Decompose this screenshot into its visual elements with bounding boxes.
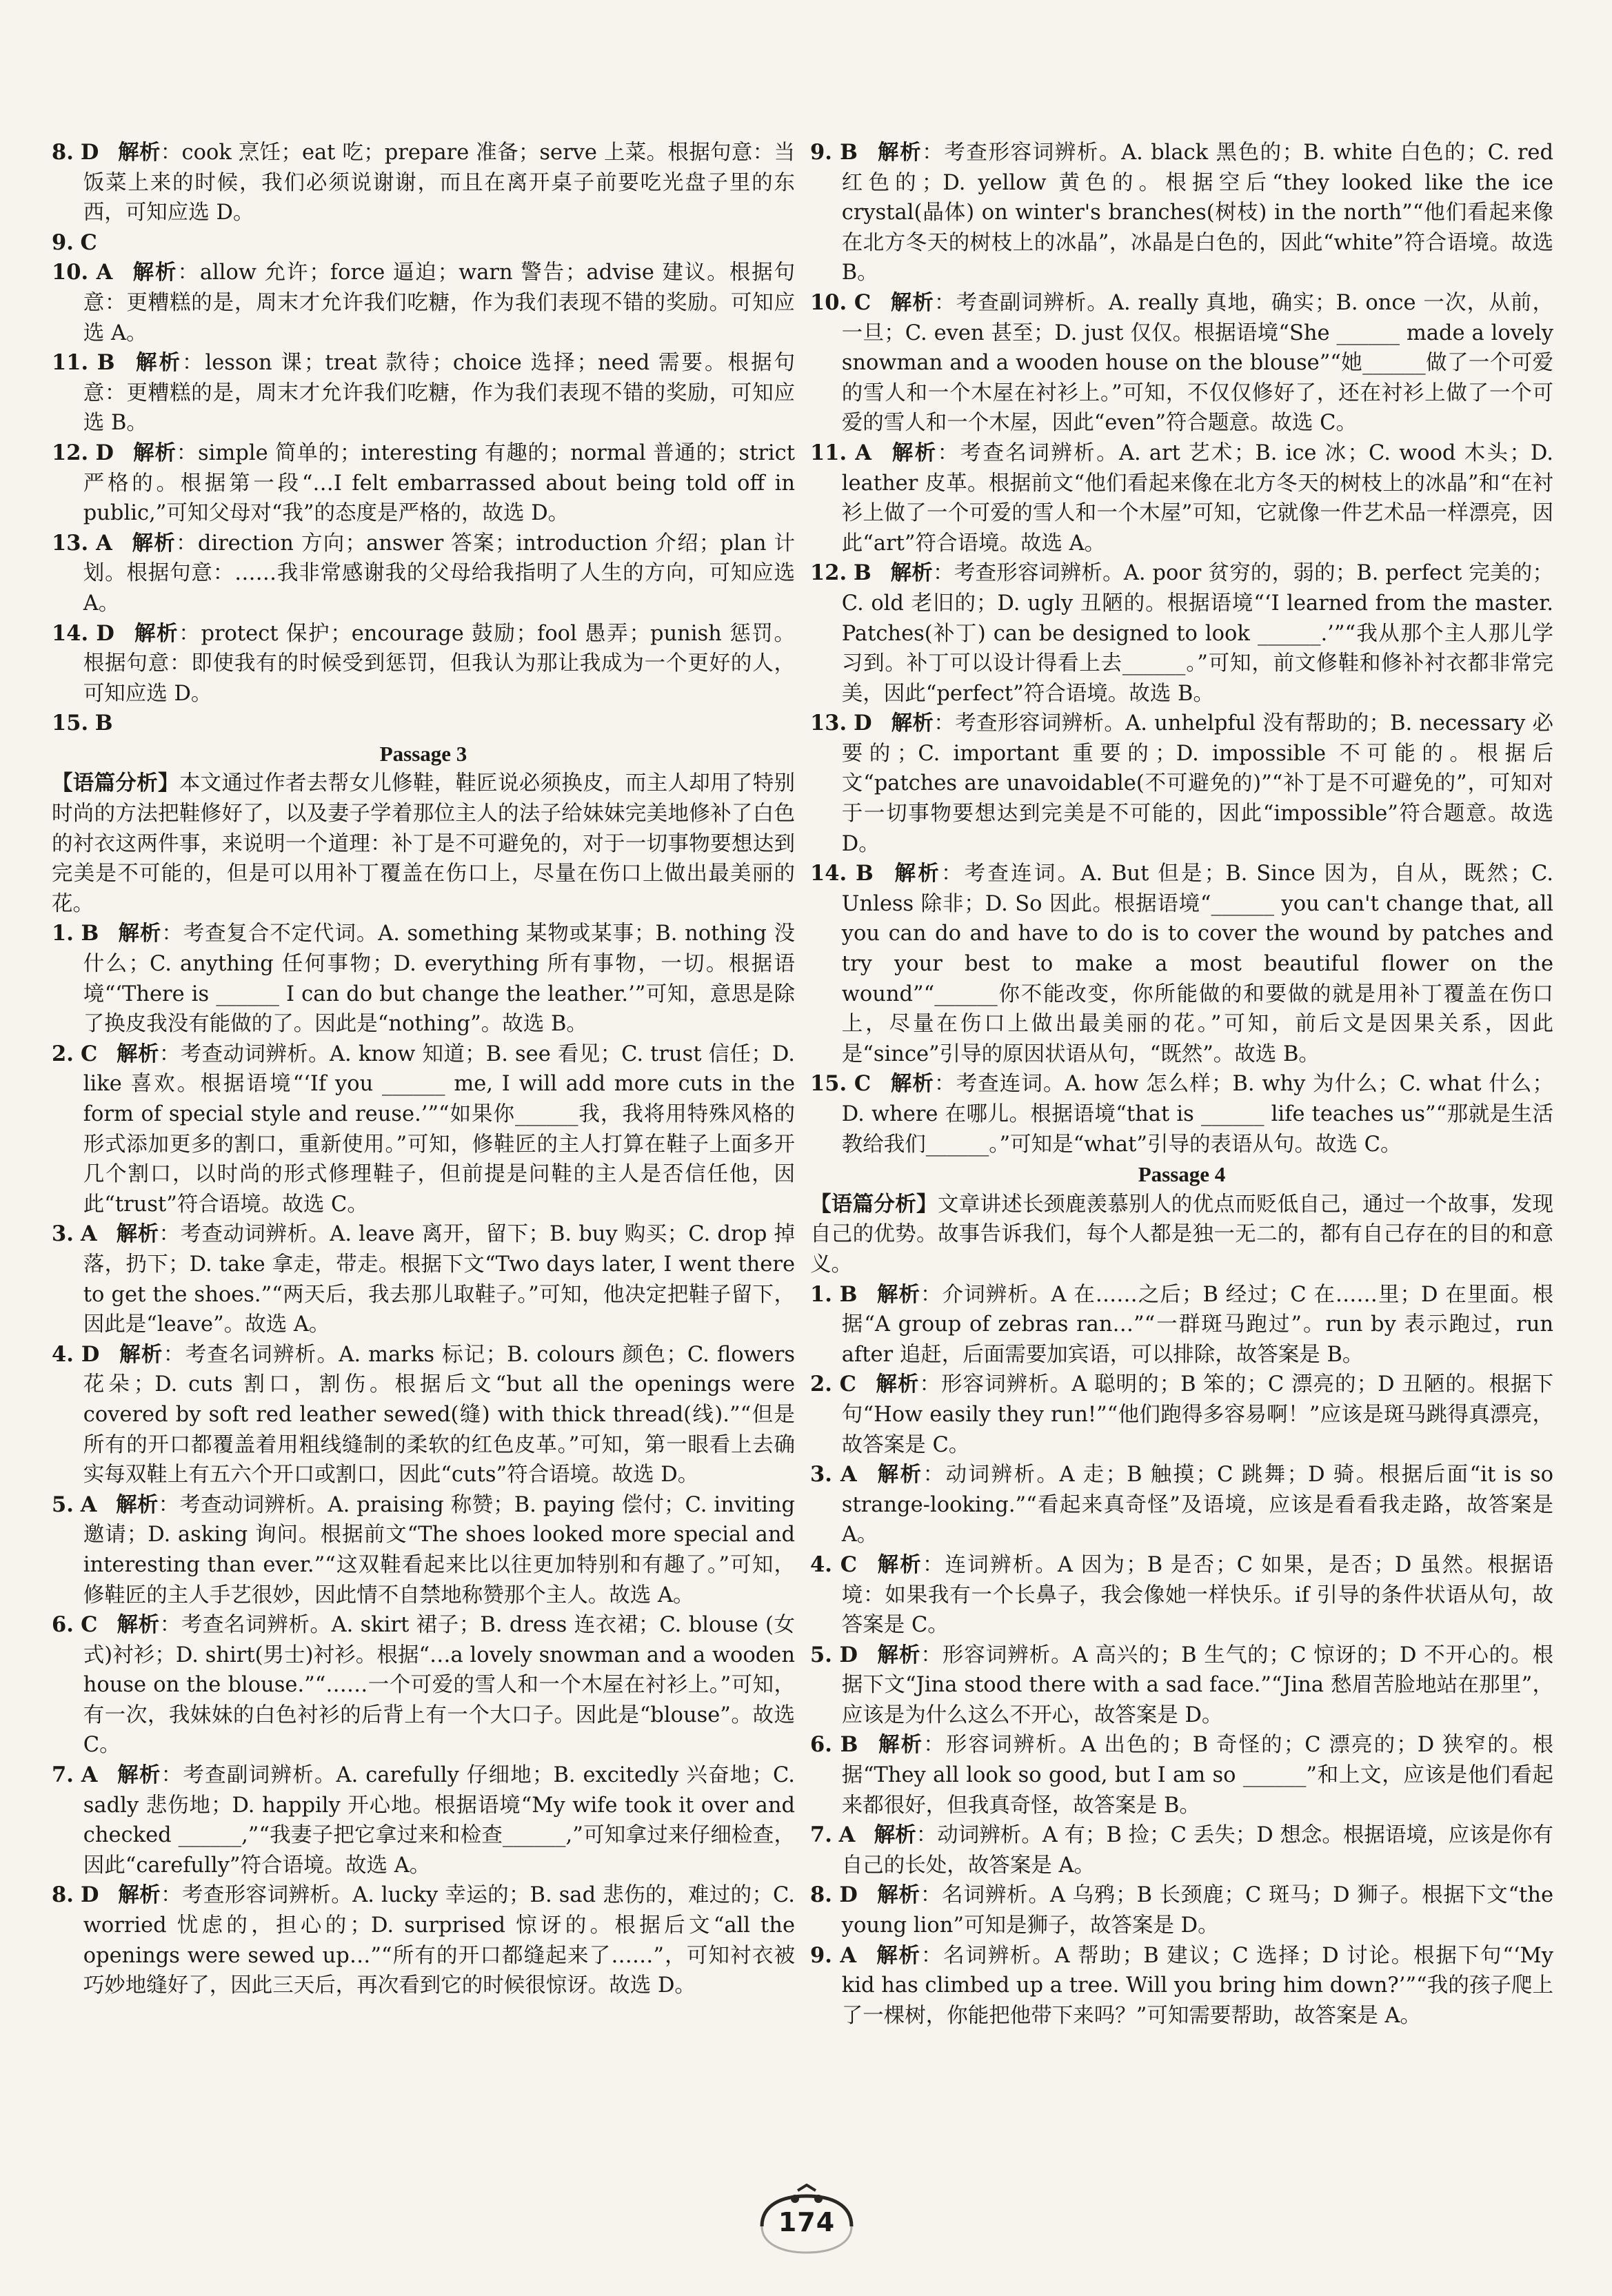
question-number: 7.	[810, 1822, 832, 1848]
answer-entry	[810, 1370, 1553, 1460]
answer-entry	[52, 1760, 795, 1880]
answer-letter: B	[81, 921, 99, 946]
question-number: 5.	[810, 1642, 832, 1667]
answer-entry	[810, 138, 1553, 288]
analysis-keyword: 解析	[132, 440, 177, 465]
explanation-text: ：介词辨析。A 在……之后；B 经过；C 在……里；D 在里面。根据“A group of zebras ran…”“一群斑马跑过”。run by 表示跑过，run after 追赶，后面需要加宾语，可以排除，故答案是 B。	[841, 1282, 1554, 1367]
answer-entry	[52, 1610, 795, 1760]
explanation-text: ：考查副词辨析。A. carefully 仔细地；B. excitedly 兴奋地；C. sadly 悲伤地；D. happily 开心地。根据语境“My wife took it over and checked ______,”“我妻子把它拿过来和检查______,”可知拿过来仔细检查，因此“carefully”符合语境。故选 A。	[83, 1763, 795, 1878]
answer-entry	[810, 558, 1553, 709]
question-number: 14.	[810, 861, 847, 886]
analysis-keyword: 解析	[890, 440, 938, 465]
question-number: 15.	[52, 711, 89, 736]
question-number: 9.	[810, 140, 832, 165]
question-number: 4.	[810, 1552, 832, 1577]
analysis-keyword: 解析	[115, 1492, 159, 1517]
explanation-text: ：simple 简单的；interesting 有趣的；normal 普通的；strict 严格的。根据第一段“…I felt embarrassed about being told off in public,”可知父母对“我”的态度是严格的，故选 D。	[83, 440, 796, 526]
analysis-text: 本文通过作者去帮女儿修鞋，鞋匠说必须换皮，而主人却用了特别时尚的方法把鞋修好了，以及妻子学着那位主人的法子给妹妹完美地修补了白色的衬衣这两件事，来说明一个道理：补丁是不可避免的，对于一切事物要想达到完美是不可能的，但是可以用补丁覆盖在伤口上，尽量在伤口上做出最美丽的花。	[52, 771, 796, 916]
answer-letter: D	[839, 1642, 858, 1667]
answer-letter: B	[839, 1281, 858, 1307]
answer-letter: B	[97, 350, 115, 376]
question-number: 2.	[810, 1372, 832, 1397]
question-number: 9.	[52, 230, 74, 255]
answer-entry	[52, 348, 795, 438]
analysis-keyword: 解析	[891, 711, 934, 736]
answer-letter: C	[839, 1372, 856, 1397]
analysis-keyword: 解析	[117, 1882, 161, 1908]
explanation-text: ：考查复合不定代词。A. something 某物或某事；B. nothing 没什么；C. anything 任何事物；D. everything 所有事物，一切。根据语境“‘There is ______ I can do but change the leather.’”可知，意思是除了换皮我没有能做的了。因此是“nothing”。故选 B。	[83, 922, 795, 1037]
answer-letter: C	[854, 289, 872, 315]
answer-entry	[810, 1280, 1553, 1370]
question-number: 4.	[52, 1341, 74, 1367]
explanation-text: ：考查副词辨析。A. really 真地，确实；B. once 一次，从前，一旦；C. even 甚至；D. just 仅仅。根据语境“She ______ made a lovely snowman and a wooden house on the blouse”“她______做了一个可爱的雪人和一个木屋在衬衫上。”可知，不仅仅修好了，还在衬衫上做了一个可爱的雪人和一个木屋，因此“even”符合题意。故选 C。	[841, 290, 1553, 436]
passage-3-entries	[52, 919, 795, 2000]
question-number: 3.	[52, 1221, 74, 1247]
answer-entry	[52, 529, 795, 619]
analysis-keyword: 解析	[892, 861, 941, 886]
question-number: 15.	[810, 1071, 847, 1097]
answer-entry	[52, 1219, 795, 1339]
analysis-keyword: 解析	[116, 1612, 160, 1638]
question-number: 11.	[52, 350, 89, 376]
answer-entry	[810, 859, 1553, 1069]
answer-letter: D	[81, 1341, 100, 1367]
answer-letter: B	[94, 711, 113, 736]
passage-4-title: Passage 4	[1138, 1162, 1226, 1187]
answer-entry	[810, 288, 1553, 438]
analysis-keyword: 解析	[118, 1341, 163, 1367]
explanation-text: ：考查形容词辨析。A. black 黑色的；B. white 白色的；C. red 红色的；D. yellow 黄色的。根据空后“they looked like the ice crystal(晶体) on winter's branches(树枝) in the north”“他们看起来像在北方冬天的树枝上的冰晶”，冰晶是白色的，因此“white”符合语境。故选 B。	[841, 141, 1553, 285]
analysis-keyword: 解析	[876, 1281, 921, 1307]
answer-letter: B	[856, 861, 874, 886]
question-number: 1.	[52, 921, 74, 946]
answer-entry	[810, 1941, 1553, 2031]
analysis-keyword: 解析	[133, 350, 182, 376]
passage-3-analysis	[52, 769, 795, 919]
analysis-keyword: 解析	[874, 1822, 916, 1848]
analysis-keyword: 解析	[876, 1882, 920, 1908]
analysis-keyword: 解析	[876, 1462, 923, 1487]
answer-letter: A	[855, 440, 872, 465]
answer-entry	[810, 1550, 1553, 1640]
explanation-text: ：名词辨析。A 帮助；B 建议；C 选择；D 讨论。根据下句“‘My kid has climbed up a tree. Will you bring him down?’”“我的孩子爬上了一棵树，你能把他带下来吗？”可知需要帮助，故答案是 A。	[841, 1943, 1553, 2028]
right-entries	[810, 138, 1553, 1159]
answer-letter: C	[81, 1612, 98, 1638]
analysis-keyword: 解析	[890, 560, 934, 586]
explanation-text: ：考查形容词辨析。A. unhelpful 没有帮助的；B. necessary 必要的；C. important 重要的；D. impossible 不可能的。根据后文“patches are unavoidable(不可避免的)”“补丁是不可避免的”，可知对于一切事物要想达到完美是不可能的，因此“impossible”符合题意。故选 D。	[841, 711, 1553, 856]
explanation-text: ：考查连词。A. But 但是；B. Since 因为，自从，既然；C. Unless 除非；D. So 因此。根据语境“______ you can't change that, all you can do and have to do is to cover the wound by patches and try your best to make a most beautiful flower on the wound”“______你不能改变，你所能做的和要做的就是用补丁覆盖在伤口上，尽量在伤口上做出最美丽的花。”可知，前后文是因果关系，因此是“since”引导的原因状语从句，“既然”。故选 B。	[841, 862, 1553, 1066]
answer-letter: C	[854, 1071, 872, 1097]
answer-entry	[810, 1069, 1553, 1159]
analysis-keyword: 解析	[875, 1372, 920, 1397]
answer-letter: A	[96, 530, 112, 556]
right-column	[810, 138, 1553, 2031]
answer-letter: B	[840, 1732, 858, 1758]
page-footer	[734, 2184, 879, 2259]
explanation-text: ：考查连词。A. how 怎么样；B. why 为什么；C. what 什么；D. where 在哪儿。根据语境“that is ______ life teaches us”“那就是生活教给我们______。”可知是“what”引导的表语从句。故选 C。	[841, 1072, 1553, 1157]
answer-entry	[52, 1340, 795, 1490]
explanation-text: ：动词辨析。A 走；B 触摸；C 跳舞；D 骑。根据后面“it is so strange-looking.”“看起来真奇怪”及语境，应该是看看我走路，故答案是 A。	[841, 1463, 1553, 1547]
answer-letter: C	[80, 1041, 98, 1066]
explanation-text: ：lesson 课；treat 款待；choice 选择；need 需要。根据句意：更糟糕的是，周末才允许我们吃糖，作为我们表现不错的奖励，可知应选 B。	[83, 351, 795, 436]
answer-entry	[810, 709, 1553, 859]
explanation-text: ：allow 允许；force 逼迫；warn 警告；advise 建议。根据句意：更糟糕的是，周末才允许我们吃糖，作为我们表现不错的奖励。可知应选 A。	[83, 261, 795, 345]
analysis-keyword: 解析	[889, 1071, 934, 1097]
page-number: 174	[778, 2207, 836, 2237]
question-number: 8.	[810, 1882, 832, 1908]
question-number: 8.	[52, 140, 74, 165]
answer-letter: A	[80, 1492, 97, 1517]
analysis-keyword: 解析	[116, 1041, 159, 1066]
answer-entry	[810, 1880, 1553, 1940]
question-number: 1.	[810, 1281, 832, 1307]
explanation-text: ：cook 烹饪；eat 吃；prepare 准备；serve 上菜。根据句意：当饭菜上来的时候，我们必须说谢谢，而且在离开桌子前要吃光盘子里的东西，可知应选 D。	[83, 141, 795, 225]
answer-entry	[52, 1039, 795, 1220]
analysis-label: 【语篇分析】	[810, 1191, 938, 1217]
explanation-text: ：考查名词辨析。A. art 艺术；B. ice 冰；C. wood 木头；D. leather 皮革。根据前文“他们看起来像在北方冬天的树枝上的冰晶”和“在衬衫上做了一个可爱的雪人和一个木屋”可知，它就像一件艺术品一样漂亮，因此“art”符合语境。故选 A。	[841, 440, 1553, 556]
answer-letter: C	[80, 230, 97, 255]
passage-4-analysis	[810, 1190, 1553, 1280]
answer-entry	[810, 1730, 1553, 1820]
explanation-text: ：名词辨析。A 乌鸦；B 长颈鹿；C 斑马；D 狮子。根据下文“the young lion”可知是狮子，故答案是 D。	[841, 1883, 1554, 1938]
answer-entry	[810, 1640, 1553, 1731]
explanation-text: ：形容词辨析。A 高兴的；B 生气的；C 惊讶的；D 不开心的。根据下文“Jina stood there with a sad face.”“Jina 愁眉苦脸地站在那里”，应该是为什么这么不开心，故答案是 D。	[841, 1643, 1553, 1727]
answer-letter: B	[854, 560, 872, 586]
explanation-text: ：考查形容词辨析。A. lucky 幸运的；B. sad 悲伤的，难过的；C. worried 忧虑的，担心的；D. surprised 惊讶的。根据后文“all the openings were sewed up…”“所有的开口都缝起来了……”，可知衬衣被巧妙地缝好了，因此三天后，再次看到它的时候很惊讶。故选 D。	[83, 1883, 795, 1998]
question-number: 14.	[52, 620, 89, 646]
analysis-keyword: 解析	[117, 140, 161, 165]
question-number: 12.	[810, 560, 847, 586]
answer-entry	[810, 1460, 1553, 1550]
explanation-text: ：形容词辨析。A 出色的；B 奇怪的；C 漂亮的；D 狭窄的。根据“They all look so good, but I am so ______”和上文，应该是他们看起来都很好，但我真奇怪，故答案是 B。	[841, 1733, 1554, 1818]
analysis-keyword: 解析	[131, 260, 178, 285]
answer-entry	[810, 438, 1553, 558]
explanation-text: ：protect 保护；encourage 鼓励；fool 愚弄；punish 惩罚。根据句意：即使我有的时候受到惩罚，但我认为那让我成为一个更好的人，可知应选 D。	[83, 621, 796, 706]
passage-3-title: Passage 3	[379, 741, 467, 766]
explanation-text: ：形容词辨析。A 聪明的；B 笨的；C 漂亮的；D 丑陋的。根据下句“How easily they run!”“他们跑得多容易啊！”应该是斑马跳得真漂亮，故答案是 C。	[841, 1372, 1554, 1457]
question-number: 10.	[52, 260, 89, 285]
analysis-keyword: 解析	[876, 1552, 923, 1577]
answer-letter: B	[840, 140, 858, 165]
answer-entry	[52, 1880, 795, 2000]
answer-letter: A	[838, 1822, 856, 1848]
question-number: 7.	[52, 1762, 74, 1788]
answer-letter: D	[80, 140, 99, 165]
answer-letter: A	[81, 1221, 97, 1247]
answer-entry	[52, 619, 795, 709]
question-number: 13.	[810, 711, 847, 736]
answer-entry	[52, 709, 795, 739]
answer-entry	[52, 919, 795, 1039]
explanation-text: ：考查形容词辨析。A. poor 贫穷的，弱的；B. perfect 完美的；C. old 老旧的；D. ugly 丑陋的。根据语境“‘I learned from the master. Patches(补丁) can be designed to look ______.’”“我从那个主人那儿学习到。补丁可以设计得看上去______。”可知，前文修鞋和修补衬衣都非常完美，因此“perfect”符合语境。故选 B。	[841, 561, 1553, 706]
answer-letter: D	[80, 1882, 99, 1908]
answer-letter: D	[95, 440, 114, 465]
question-number: 10.	[810, 289, 847, 315]
explanation-text: ：考查动词辨析。A. know 知道；B. see 看见；C. trust 信任；D. like 喜欢。根据语境“‘If you ______ me, I will add more cuts in the form of special style and reuse.’”“如果你______我，我将用特殊风格的形式添加更多的割口，重新使用。”可知，修鞋匠的主人打算在鞋子上面多开几个割口，以时尚的形式修理鞋子，但前提是问鞋的主人是否信任他，因此“trust”符合语境。故选 C。	[83, 1042, 795, 1217]
answer-entry	[52, 138, 795, 228]
explanation-text: ：考查名词辨析。A. marks 标记；B. colours 颜色；C. flowers 花朵；D. cuts 割口，割伤。根据后文“but all the openings were covered by soft red leather sewed(缝) with thick thread(线).”“但是所有的开口都覆盖着用粗线缝制的柔软的红色皮革。”可知，第一眼看上去确实每双鞋上有五六个开口或割口，因此“cuts”符合语境。故选 D。	[83, 1342, 795, 1487]
answer-letter: A	[81, 1762, 98, 1788]
answer-letter: A	[96, 260, 113, 285]
analysis-keyword: 解析	[133, 620, 179, 646]
answer-entry	[810, 1820, 1553, 1880]
question-number: 6.	[52, 1612, 74, 1638]
question-number: 13.	[52, 530, 89, 556]
analysis-keyword: 解析	[131, 530, 177, 556]
question-number: 3.	[810, 1462, 832, 1487]
passage-4-entries	[810, 1280, 1553, 2031]
answer-entry	[52, 438, 795, 529]
explanation-text: ：动词辨析。A 有；B 捡；C 丢失；D 想念。根据语境，应该是你有自己的长处，故答案是 A。	[841, 1823, 1554, 1878]
analysis-keyword: 解析	[875, 1942, 921, 1968]
explanation-text: ：连词辨析。A 因为；B 是否；C 如果，是否；D 虽然。根据语境：如果我有一个长鼻子，我会像她一样快乐。if 引导的条件状语从句，故答案是 C。	[841, 1552, 1554, 1638]
question-number: 8.	[52, 1882, 74, 1908]
answer-letter: A	[840, 1942, 857, 1968]
analysis-keyword: 解析	[116, 1221, 159, 1247]
analysis-keyword: 解析	[876, 140, 923, 165]
answer-entry	[52, 228, 795, 258]
analysis-text: 文章讲述长颈鹿羡慕别人的优点而贬低自己，通过一个故事，发现自己的优势。故事告诉我们，每个人都是独一无二的，都有自己存在的目的和意义。	[810, 1192, 1554, 1277]
answer-entry	[52, 258, 795, 348]
question-number: 6.	[810, 1732, 832, 1758]
analysis-keyword: 解析	[117, 921, 162, 946]
left-column	[52, 138, 795, 2001]
analysis-keyword: 解析	[876, 1642, 921, 1667]
answer-letter: D	[854, 711, 872, 736]
analysis-keyword: 解析	[116, 1762, 161, 1788]
answer-letter: D	[96, 620, 114, 646]
question-number: 9.	[810, 1942, 832, 1968]
question-number: 12.	[52, 440, 89, 465]
explanation-text: ：direction 方向；answer 答案；introduction 介绍；plan 计划。根据句意：……我非常感谢我的父母给我指明了人生的方向，可知应选 A。	[83, 531, 795, 616]
explanation-text: ：考查动词辨析。A. leave 离开，留下；B. buy 购买；C. drop 掉落，扔下；D. take 拿走，带走。根据下文“Two days later, I went there to get the shoes.”“两天后，我去那儿取鞋子。”可知，他决定把鞋子留下，因此是“leave”。故选 A。	[83, 1222, 796, 1337]
question-number: 2.	[52, 1041, 74, 1066]
explanation-text: ：考查动词辨析。A. praising 称赞；B. paying 偿付；C. inviting 邀请；D. asking 询问。根据前文“The shoes looked more special and interesting than ever.”“这双鞋看起来比以往更加特别和有趣了。”可知，修鞋匠的主人手艺很妙，因此情不自禁地称赞那个主人。故选 A。	[83, 1492, 795, 1607]
answer-entry	[52, 1490, 795, 1610]
question-number: 11.	[810, 440, 847, 465]
question-number: 5.	[52, 1492, 74, 1517]
answer-letter: A	[840, 1462, 857, 1487]
analysis-label: 【语篇分析】	[52, 771, 179, 796]
analysis-keyword: 解析	[876, 1732, 924, 1758]
explanation-text: ：考查名词辨析。A. skirt 裙子；B. dress 连衣裙；C. blouse (女式)衬衫；D. shirt(男士)衬衫。根据“…a lovely snowman and a wooden house on the blouse.”“……一个可爱的雪人和一个木屋在衬衫上。”可知，有一次，我妹妹的白色衬衫的后背上有一个大口子。因此是“blouse”。故选 C。	[83, 1613, 795, 1758]
answer-letter: C	[840, 1552, 857, 1577]
analysis-keyword: 解析	[889, 289, 934, 315]
answer-letter: D	[839, 1882, 858, 1908]
left-entries	[52, 138, 795, 739]
